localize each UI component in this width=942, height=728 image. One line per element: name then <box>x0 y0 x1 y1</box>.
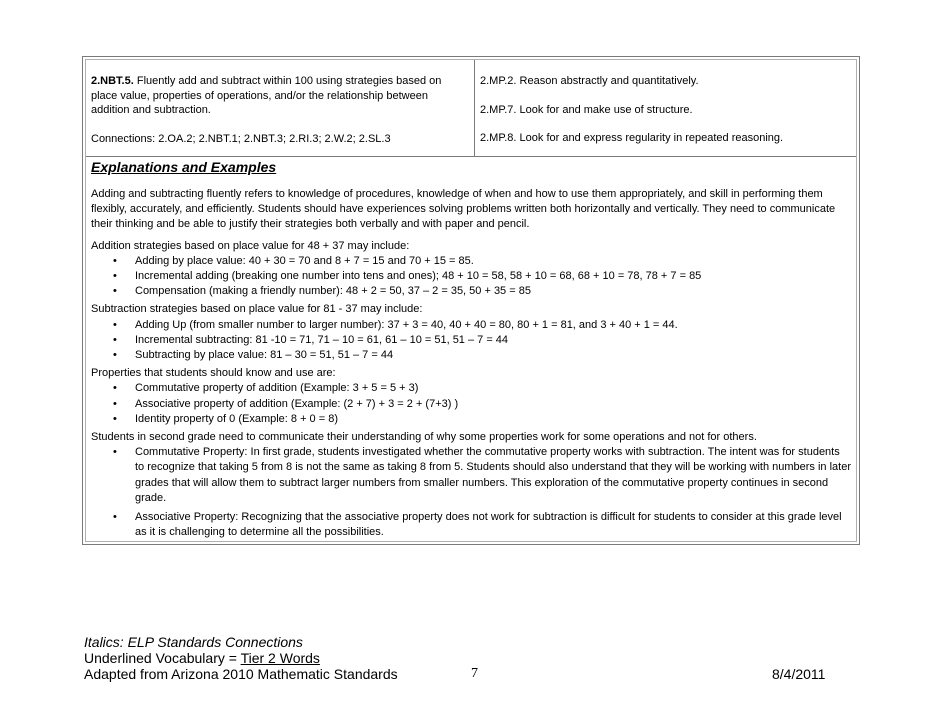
list-item <box>91 318 851 333</box>
footer-date: 8/4/2011 <box>772 666 826 682</box>
italics-note: Italics: ELP Standards Connections <box>84 634 303 650</box>
list-item-text: Associative property of addition (Example: (2 + 7) + 3 = 2 + (7+3) ) <box>135 397 459 410</box>
properties-list <box>91 366 851 427</box>
group-title: Subtraction strategies based on place value for 81 - 37 may include: <box>91 303 423 316</box>
bullet-icon: • <box>113 254 117 267</box>
bullet-icon: • <box>113 318 117 331</box>
intro-paragraph: Adding and subtracting fluently refers to knowledge of procedures, knowledge of when and how to use them appropriately, and skill in performing them flexibly, accurately, and efficiently. Students should have experiences solving problems written both horizontally and vertically. They need to communicate their thinking and be able to justify their strategies both verbally and with paper and pencil. <box>91 188 836 231</box>
standard-description: Fluently add and subtract within 100 using strategies based on place value, properties of operations, and/or the relationship between addition and subtraction. <box>91 75 442 116</box>
bullet-list <box>91 318 851 364</box>
vocabulary-note <box>84 650 844 666</box>
bullet-icon: • <box>113 446 117 459</box>
list-item <box>91 254 851 269</box>
standard-cell <box>91 74 466 146</box>
list-item-text: Adding by place value: 40 + 30 = 70 and 8 + 7 = 15 and 70 + 15 = 85. <box>135 254 474 267</box>
bullet-icon: • <box>113 349 117 362</box>
bullet-icon: • <box>113 285 117 298</box>
list-item-text: Commutative Property: In first grade, students investigated whether the commutative property works with subtraction. The intent was for students to recognize that taking 5 from 8 is not the same as taking 8 from 5. Students should also understand that they will be working with numbers in later grades that will allow them to subtract larger numbers from smaller numbers. This exploration of the commutative property continues in second grade. <box>135 446 851 504</box>
bullet-icon: • <box>113 412 117 425</box>
understanding-section <box>91 430 851 540</box>
standard-text <box>91 74 466 118</box>
bullet-icon: • <box>113 397 117 410</box>
standards-row <box>86 60 856 157</box>
list-item-text: Incremental subtracting: 81 -10 = 71, 71 – 10 = 61, 61 – 10 = 51, 51 – 7 = 44 <box>135 333 509 346</box>
adapted-from: Adapted from Arizona 2010 Mathematic Standards <box>84 666 398 682</box>
standards-table <box>82 56 860 545</box>
list-item <box>91 412 851 427</box>
practice-item: 2.MP.8. Look for and express regularity in repeated reasoning. <box>480 132 784 144</box>
list-item-text: Adding Up (from smaller number to larger number): 37 + 3 = 40, 40 + 40 = 80, 80 + 1 = 81, and 3 + 40 + 1 = 44. <box>135 318 678 331</box>
group-title: Properties that students should know and use are: <box>91 367 336 380</box>
vocabulary-prefix: Underlined Vocabulary = <box>84 650 241 666</box>
table-inner-frame <box>85 59 857 542</box>
section-heading: Explanations and Examples <box>91 159 277 175</box>
explanations-section <box>91 158 851 541</box>
list-item <box>91 510 851 540</box>
bullet-icon: • <box>113 333 117 346</box>
bullet-list <box>91 445 851 540</box>
list-item <box>91 397 851 412</box>
vocabulary-term: Tier 2 Words <box>240 650 320 666</box>
list-item-text: Associative Property: Recognizing that the associative property does not work for subtraction is difficult for students to consider at this grade level as it is challenging to determine all the possibilities. <box>135 511 842 539</box>
list-item <box>91 269 851 284</box>
bullet-icon: • <box>113 270 117 283</box>
bullet-list <box>91 381 851 427</box>
addition-strategies <box>91 239 851 300</box>
bullet-icon: • <box>113 382 117 395</box>
list-item <box>91 333 851 348</box>
page-footer <box>84 634 844 682</box>
column-divider <box>474 60 475 156</box>
list-item-text: Subtracting by place value: 81 – 30 = 51, 51 – 7 = 44 <box>135 349 394 362</box>
practice-item: 2.MP.2. Reason abstractly and quantitatively. <box>480 75 699 87</box>
practice-item: 2.MP.7. Look for and make use of structure. <box>480 103 693 116</box>
list-item-text: Identity property of 0 (Example: 8 + 0 = 8) <box>135 412 338 425</box>
group-title: Addition strategies based on place value for 48 + 37 may include: <box>91 239 410 252</box>
list-item <box>91 381 851 396</box>
practices-cell <box>480 74 860 146</box>
list-item-text: Incremental adding (breaking one number into tens and ones); 48 + 10 = 58, 58 + 10 = 68, 68 + 10 = 78, 78 + 7 = 85 <box>135 270 702 283</box>
list-item <box>91 284 851 299</box>
subtraction-strategies <box>91 302 851 363</box>
bullet-list <box>91 254 851 300</box>
group-title: Students in second grade need to communicate their understanding of why some properties work for some operations and not for others. <box>91 431 757 444</box>
list-item-text: Commutative property of addition (Example: 3 + 5 = 5 + 3) <box>135 382 419 395</box>
bullet-icon: • <box>113 511 117 524</box>
list-item-text: Compensation (making a friendly number): 48 + 2 = 50, 37 – 2 = 35, 50 + 35 = 85 <box>135 285 531 298</box>
page-number: 7 <box>471 666 478 681</box>
list-item <box>91 445 851 506</box>
list-item <box>91 348 851 363</box>
footer-line <box>84 666 844 682</box>
connections-text: Connections: 2.OA.2; 2.NBT.1; 2.NBT.3; 2.RI.3; 2.W.2; 2.SL.3 <box>91 132 391 145</box>
standard-code: 2.NBT.5. <box>91 75 134 87</box>
